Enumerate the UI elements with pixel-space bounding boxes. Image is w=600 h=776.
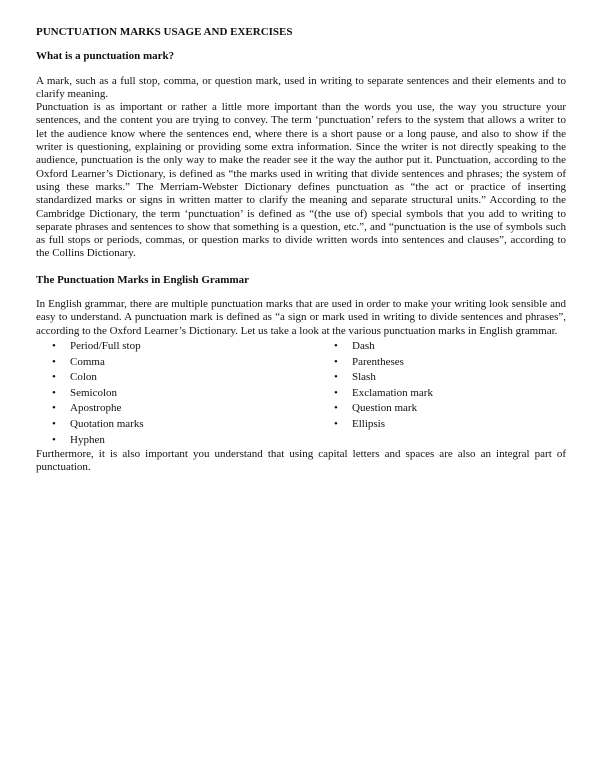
document-body [36,26,566,475]
bullet-icon: • [334,371,338,384]
bullet-icon: • [334,386,338,399]
bullet-icon: • [334,402,338,415]
list-item: • Dash [332,339,433,355]
list-item: • Apostrophe [36,401,332,417]
list-item: • Ellipsis [332,417,433,433]
bullet-icon: • [334,417,338,430]
list-item: • Comma [36,355,332,371]
bullet-icon: • [52,417,56,430]
punctuation-list-left [36,339,332,448]
punctuation-explanation-paragraph: Punctuation is as important or rather a little more important than the words you use, the way you structure your sentences, and the content you are trying to convey. The term ‘punctuation’ refers to the system that allows a writer to let the audience know where the sentences end, where there is a short pause or a long pause, and also to show if the writer is questioning, explaining or providing some extra information. Since the writer is not directly speaking to the audience, punctuation is the only way to make the reader see it the way the author put it. Punctuation, according to the Oxford Learner’s Dictionary, is defined as “the marks used in writing that divide sentences and phrases; the system of using these marks.” The Merriam-Webster Dictionary defines punctuation as “the act or practice of inserting standardized marks or signs in written matter to clarify the meaning and separate structural units.” According to the Cambridge Dictionary, the term ‘punctuation’ is defined as “(the use of) special symbols that you add to writing to separate phrases and sentences to show that something is a question, etc.”, and “punctuation is the use of symbols such as full stops or periods, commas, or question marks to divide written words into sentences and clauses”, according to the Collins Dictionary. [36,101,566,260]
punctuation-lists [36,339,566,448]
bullet-icon: • [52,386,56,399]
marks-intro-paragraph: In English grammar, there are multiple punctuation marks that are used in order to make your writing look sensible and easy to understand. A punctuation mark is defined as “a sign or mark used in writing to divide sentences and phrases”, according to the Oxford Learner’s Dictionary. Let us take a look at the various punctuation marks in English grammar. [36,298,566,337]
document-title: PUNCTUATION MARKS USAGE AND EXERCISES [36,26,293,38]
bullet-icon: • [334,355,338,368]
list-item: • Hyphen [36,433,332,449]
section-heading-what-is: What is a punctuation mark? [36,50,175,63]
closing-paragraph: Furthermore, it is also important you understand that using capital letters and spaces are also an integral part of punctuation. [36,448,566,474]
bullet-icon: • [334,339,338,352]
list-item: • Quotation marks [36,417,332,433]
bullet-icon: • [52,402,56,415]
list-item: • Exclamation mark [332,386,433,402]
list-item: • Slash [332,370,433,386]
list-item: • Period/Full stop [36,339,332,355]
section-spacer [36,261,566,274]
punctuation-list-right [332,339,433,448]
list-item: • Colon [36,370,332,386]
section-heading-marks: The Punctuation Marks in English Grammar [36,273,249,286]
definition-paragraph: A mark, such as a full stop, comma, or question mark, used in writing to separate sentences and their elements and to clarify meaning. [36,74,566,100]
list-item: • Semicolon [36,386,332,402]
bullet-icon: • [52,433,56,446]
list-item: • Parentheses [332,355,433,371]
bullet-icon: • [52,339,56,352]
bullet-icon: • [52,355,56,368]
bullet-icon: • [52,371,56,384]
list-item: • Question mark [332,401,433,417]
